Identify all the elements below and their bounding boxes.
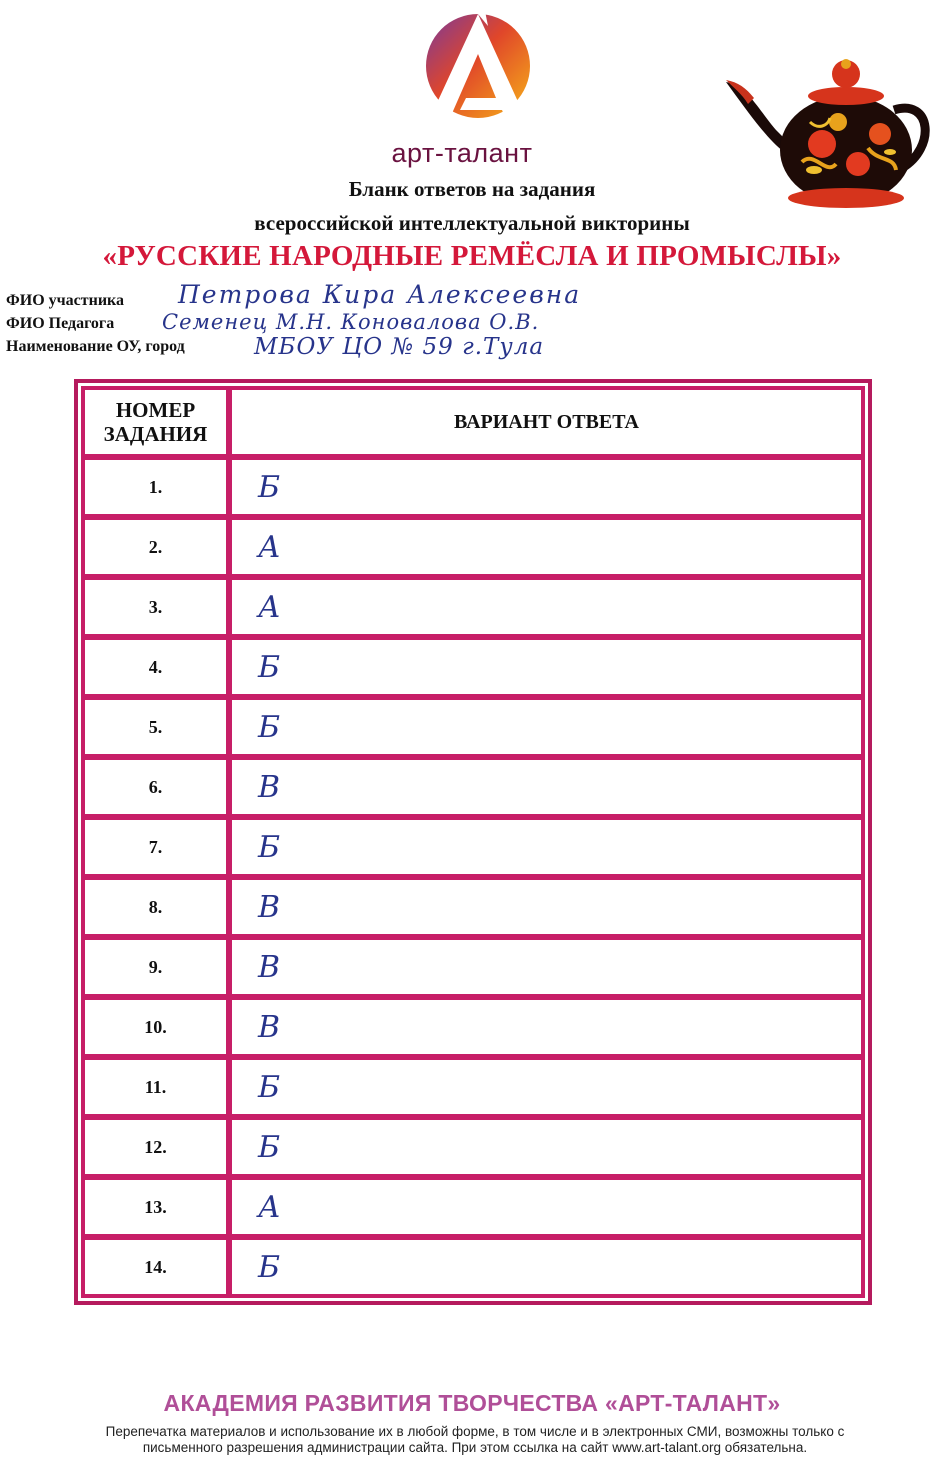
answer-cell [232,1060,861,1114]
task-number-cell: 10. [85,1000,226,1054]
footer-note [30,1424,920,1455]
answer-cell [232,460,861,514]
answer-value: В [258,1009,281,1045]
form-title-line2: всероссийской интеллектуальной викторины [254,211,690,235]
task-number-cell: 3. [85,580,226,634]
answer-value: А [258,529,281,565]
participant-label: ФИО участника [6,292,125,309]
participant-value: Петрова Кира Алексеевна [178,280,582,309]
answer-grid [81,386,865,1298]
task-number-cell: 1. [85,460,226,514]
header-task-number-line2: ЗАДАНИЯ [103,422,208,446]
answer-cell [232,940,861,994]
answer-value: А [258,589,281,625]
answer-cell [232,760,861,814]
answer-cell [232,580,861,634]
task-number-cell: 11. [85,1060,226,1114]
answer-cell [232,1000,861,1054]
school-value: МБОУ ЦО № 59 г.Тула [254,334,545,360]
task-number-cell: 6. [85,760,226,814]
answer-cell [232,520,861,574]
answer-cell [232,820,861,874]
answer-value: А [258,1189,281,1225]
answer-value: В [258,769,281,805]
answer-value: В [258,889,281,925]
task-number-cell: 7. [85,820,226,874]
task-number-cell: 12. [85,1120,226,1174]
header-task-number [85,390,226,454]
header-task-number-line1: НОМЕР [115,397,196,422]
header-answer: ВАРИАНТ ОТВЕТА [232,390,861,454]
task-number-cell: 5. [85,700,226,754]
answer-cell [232,880,861,934]
answer-value: Б [258,1129,281,1165]
answer-cell [232,640,861,694]
brand-name: арт-талант [391,138,533,168]
art-talant-logo-icon [408,6,548,136]
task-number-cell: 4. [85,640,226,694]
footer-note-line1: Перепечатка материалов и использование их в любой форме, в том числе и в электронных СМИ, возможны только с [105,1424,845,1439]
answer-value: Б [258,829,281,865]
task-number-cell: 2. [85,520,226,574]
task-number-cell: 9. [85,940,226,994]
answer-cell [232,1180,861,1234]
teacher-value: Семенец М.Н. Коновалова О.В. [162,310,540,334]
answer-value: Б [258,1249,281,1285]
task-number-cell: 8. [85,880,226,934]
school-label: Наименование ОУ, город [6,338,185,355]
answer-value: Б [258,709,281,745]
teacher-label: ФИО Педагога [6,315,115,332]
footer-title: АКАДЕМИЯ РАЗВИТИЯ ТВОРЧЕСТВА «АРТ-ТАЛАНТ» [163,1390,781,1416]
answer-value: В [258,949,281,985]
footer-note-line2: письменного разрешения администрации сайта. При этом ссылка на сайт www.art-talant.org обязательна. [142,1439,808,1455]
answer-cell [232,1120,861,1174]
form-title-line1: Бланк ответов на задания [348,177,596,201]
answer-value: Б [258,469,281,505]
quiz-title: «РУССКИЕ НАРОДНЫЕ РЕМЁСЛА И ПРОМЫСЛЫ» [102,240,842,272]
answer-value: Б [258,1069,281,1105]
answer-value: Б [258,649,281,685]
task-number-cell: 13. [85,1180,226,1234]
answer-cell [232,1240,861,1294]
task-number-cell: 14. [85,1240,226,1294]
answer-table [74,379,872,1305]
answer-cell [232,700,861,754]
